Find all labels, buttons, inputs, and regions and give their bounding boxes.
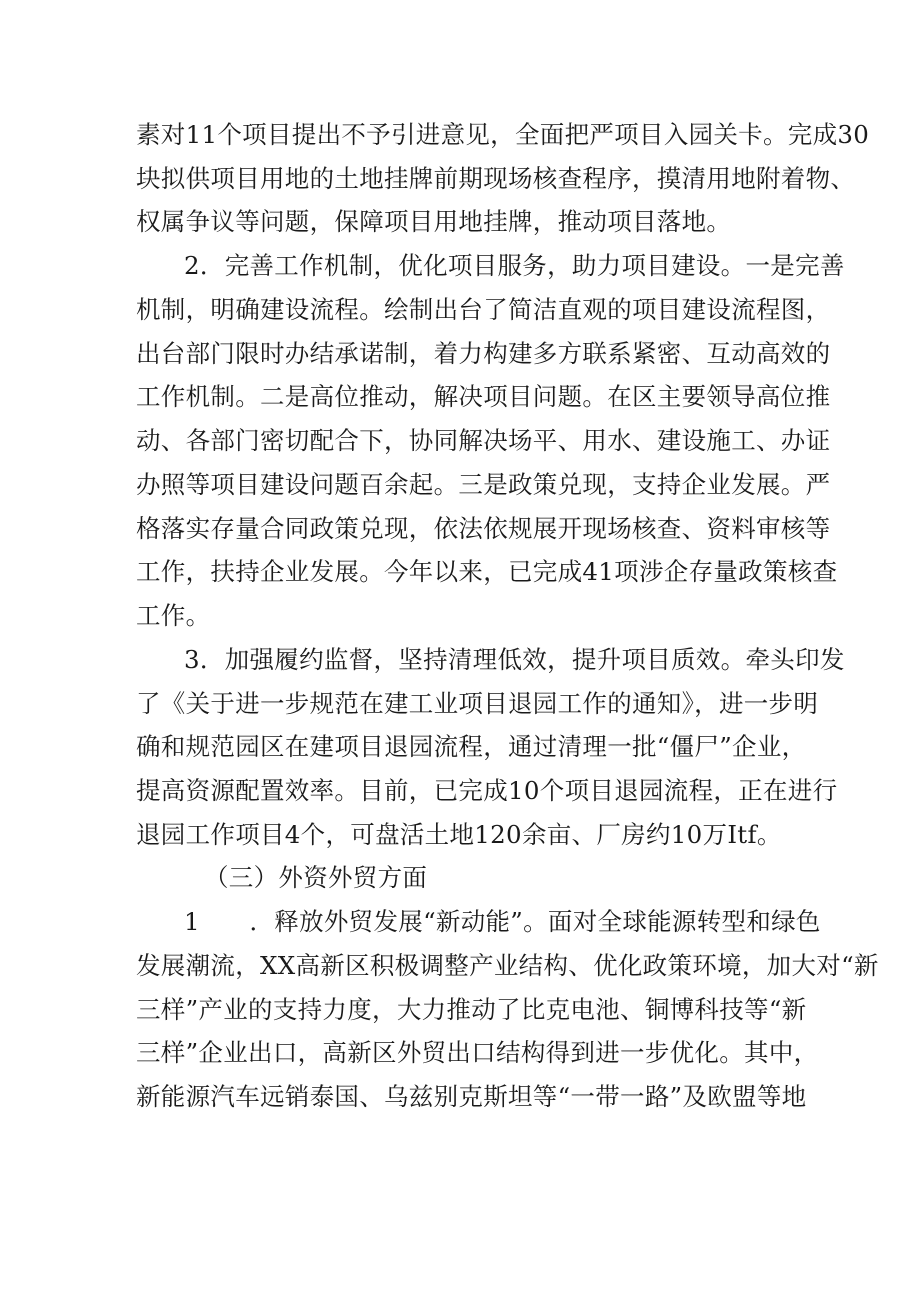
text-line: 素对11个项目提出不予引进意见，全面把严项目入园关卡。完成30 (136, 120, 870, 149)
text-line: 确和规范园区在建项目退园流程，通过清理一批“僵尸”企业， (136, 732, 807, 761)
paragraph-start-line: 2．完善工作机制，优化项目服务，助力项目建设。一是完善 (184, 251, 845, 280)
paragraph-start-line: 3．加强履约监督，坚持清理低效，提升项目质效。牵头印发 (184, 645, 845, 674)
text-line: 办照等项目建设问题百余起。三是政策兑现，支持企业发展。严 (136, 470, 831, 499)
text-line: 权属争议等问题，保障项目用地挂牌，推动项目落地。 (136, 207, 732, 236)
text-line: 三样”企业出口，高新区外贸出口结构得到进一步优化。其中， (136, 1038, 819, 1067)
text-line: 提高资源配置效率。目前，已完成10个项目退园流程，正在进行 (136, 776, 838, 805)
paragraph-start-line: 1 ．释放外贸发展“新动能”。面对全球能源转型和绿色 (184, 907, 821, 936)
text-line: 动、各部门密切配合下，协同解决场平、用水、建设施工、办证 (136, 426, 831, 455)
text-line: 了《关于进一步规范在建工业项目退园工作的通知》，进一步明 (136, 689, 819, 718)
text-line: 块拟供项目用地的土地挂牌前期现场核查程序，摸清用地附着物、 (136, 164, 856, 193)
text-line: 新能源汽车远销泰国、乌兹别克斯坦等“一带一路”及欧盟等地 (136, 1082, 807, 1111)
section-heading: （三）外资外贸方面 (204, 863, 428, 892)
text-line: 退园工作项目4个，可盘活土地120余亩、厂房约10万Itf。 (136, 820, 782, 849)
text-line: 发展潮流，XX高新区积极调整产业结构、优化政策环境，加大对“新 (136, 951, 879, 980)
text-line: 格落实存量合同政策兑现，依法依规展开现场核查、资料审核等 (136, 514, 831, 543)
text-line: 机制，明确建设流程。绘制出台了简洁直观的项目建设流程图， (136, 295, 831, 324)
text-line: 工作，扶持企业发展。今年以来，已完成41项涉企存量政策核查 (136, 557, 838, 586)
text-line: 三样”产业的支持力度，大力推动了比克电池、铜博科技等“新 (136, 995, 807, 1024)
text-line: 出台部门限时办结承诺制，着力构建多方联系紧密、互动高效的 (136, 339, 831, 368)
text-line: 工作。 (136, 601, 211, 630)
text-line: 工作机制。二是高位推动，解决项目问题。在区主要领导高位推 (136, 382, 831, 411)
